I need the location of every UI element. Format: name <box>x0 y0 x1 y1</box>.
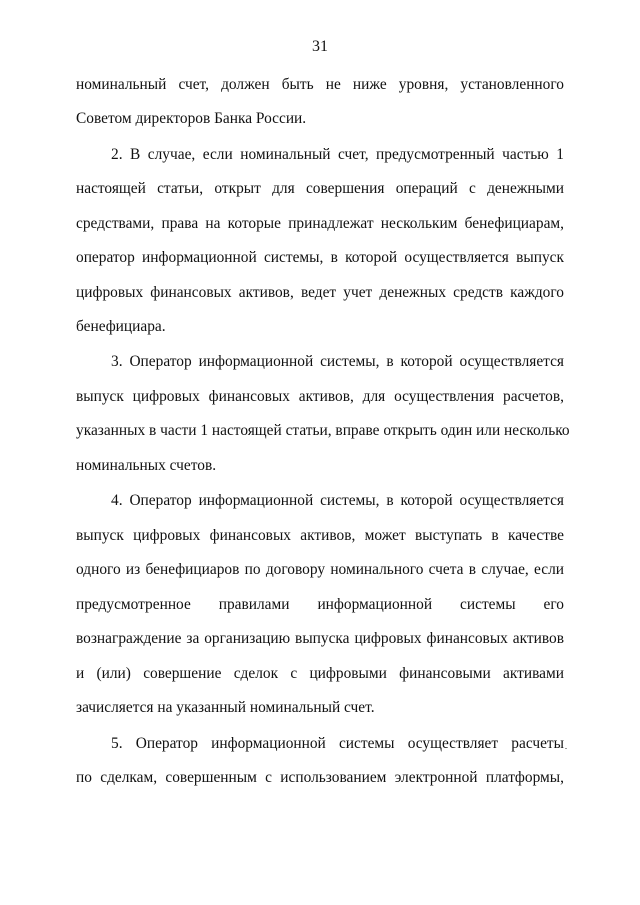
text-line: 2. В случае, если номинальный счет, предусмотренный частью 1 <box>111 146 564 163</box>
text-line: 3. Оператор информационной системы, в которой осуществляется <box>111 353 564 370</box>
text-line: и (или) совершение сделок с цифровыми финансовыми активами <box>76 665 564 682</box>
text-line: бенефициара. <box>76 318 166 335</box>
page-number: 31 <box>312 38 328 55</box>
text-line: Советом директоров Банка России. <box>76 110 307 127</box>
text-line: одного из бенефициаров по договору номинального счета в случае, если <box>76 561 564 578</box>
text-line: номинальных счетов. <box>76 457 217 474</box>
text-line: 4. Оператор информационной системы, в которой осуществляется <box>111 492 564 509</box>
text-line: номинальный счет, должен быть не ниже уровня, установленного <box>76 76 564 93</box>
text-line: вознаграждение за организацию выпуска цифровых финансовых активов <box>76 630 564 647</box>
text-line: цифровых финансовых активов, ведет учет денежных средств каждого <box>76 284 564 301</box>
text-line: выпуск цифровых финансовых активов, для осуществления расчетов, <box>76 388 564 405</box>
text-line: указанных в части 1 настоящей статьи, вправе открыть один или несколько <box>76 422 570 439</box>
text-line: по сделкам, совершенным с использованием электронной платформы, <box>76 769 564 786</box>
text-line: средствами, права на которые принадлежат нескольким бенефициарам, <box>76 215 564 232</box>
text-line: предусмотренное правилами информационной системы его <box>76 596 564 613</box>
text-line: зачисляется на указанный номинальный счет. <box>76 699 375 716</box>
text-line: оператор информационной системы, в которой осуществляется выпуск <box>76 249 564 266</box>
scan-artifact <box>565 748 567 749</box>
text-line: выпуск цифровых финансовых активов, может выступать в качестве <box>76 527 564 544</box>
text-line: настоящей статьи, открыт для совершения операций с денежными <box>76 180 564 197</box>
text-line: 5. Оператор информационной системы осуществляет расчеты <box>111 735 564 752</box>
